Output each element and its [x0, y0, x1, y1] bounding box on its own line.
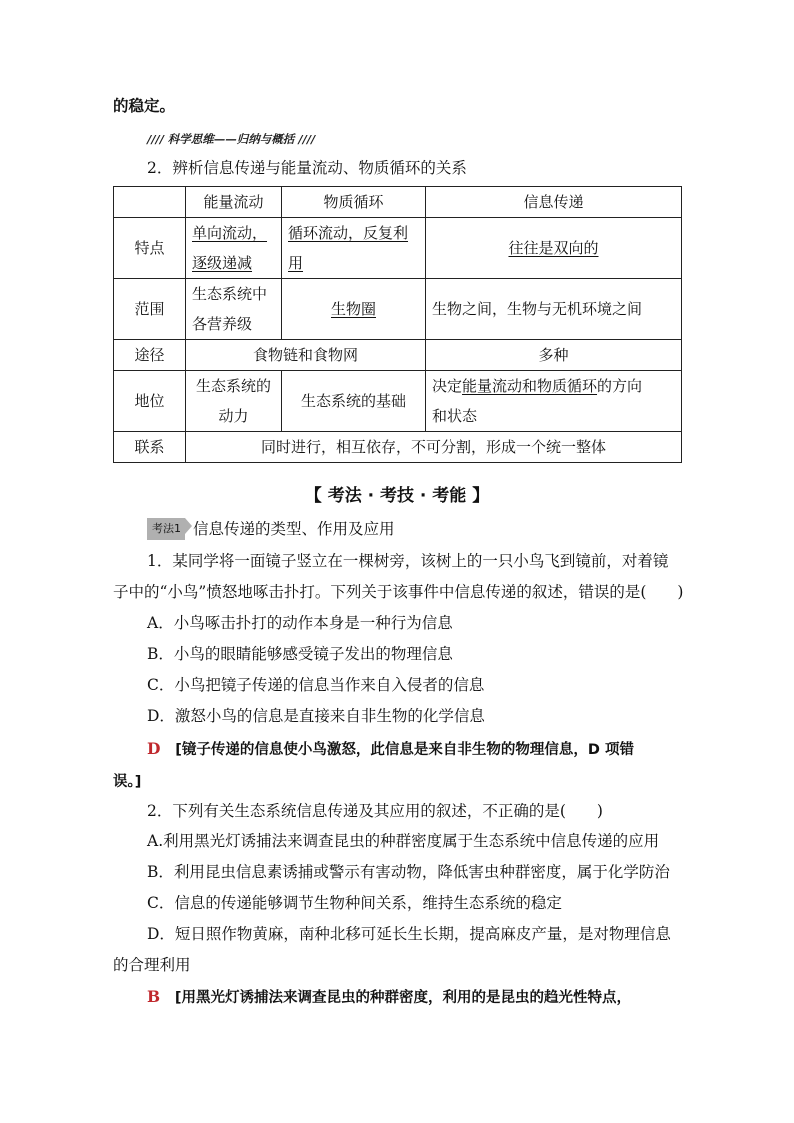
q1-stem-line2: 子中的“小鸟”愤怒地啄击扑打。下列关于该事件中信息传递的叙述，错误的是( ): [113, 583, 684, 601]
cell-energy: [186, 218, 282, 279]
table-row: [114, 279, 682, 340]
kaofa-badge: 考法1: [147, 518, 185, 540]
kaofa-title: 信息传递的类型、作用及应用: [193, 520, 395, 538]
row-label: 途径: [114, 340, 186, 371]
kaofa-line: [147, 518, 395, 540]
row-label: 地位: [114, 371, 186, 432]
cell-info: [426, 218, 682, 279]
cell-matter: 生态系统的基础: [282, 371, 426, 432]
cell-text: 决定: [432, 377, 463, 395]
q1-option-c: C．小鸟把镜子传递的信息当作来自入侵者的信息: [147, 676, 485, 694]
cell-shared: 食物链和食物网: [186, 340, 426, 371]
q1-stem-line1: 1．某同学将一面镜子竖立在一棵树旁，该树上的一只小鸟飞到镜前，对着镜: [147, 552, 669, 570]
section-tag: //// 科学思维——归纳与概括 ////: [147, 132, 316, 146]
q2-answer: B: [147, 987, 161, 1006]
q1-explanation-line2: 误。]: [113, 774, 142, 790]
cell-text: 循环流动，反复利: [288, 224, 409, 242]
row-label: 联系: [114, 432, 186, 463]
cell-text: 生态系统中: [192, 285, 268, 303]
row-label: 特点: [114, 218, 186, 279]
q1-answer-line: [147, 739, 634, 760]
cell-text: 各营养级: [192, 315, 253, 333]
header-cell-matter: 物质循环: [282, 187, 426, 218]
paragraph-tail: 的稳定。: [113, 96, 176, 115]
q2-explanation: [用黑光灯诱捕法来调查昆虫的种群密度，利用的是昆虫的趋光性特点，: [174, 990, 632, 1006]
cell-text: 的方向: [597, 377, 643, 395]
cell-matter: [282, 279, 426, 340]
header-cell-energy: 能量流动: [186, 187, 282, 218]
cell-info: 生物之间，生物与无机环境之间: [426, 279, 682, 340]
cell-text: 和状态: [432, 407, 478, 425]
cell-text: 往往是双向的: [508, 239, 599, 257]
row-label: 范围: [114, 279, 186, 340]
table-row: [114, 371, 682, 432]
cell-text: 逐级递减: [192, 254, 253, 272]
q2-option-d-cont: 的合理利用: [113, 956, 191, 974]
cell-text: 用: [288, 254, 304, 272]
table-header-row: [114, 187, 682, 218]
cell-info: 多种: [426, 340, 682, 371]
table-row: [114, 340, 682, 371]
q1-option-a: A．小鸟啄击扑打的动作本身是一种行为信息: [147, 614, 453, 632]
cell-energy: [186, 371, 282, 432]
header-cell-empty: [114, 187, 186, 218]
q1-option-b: B．小鸟的眼睛能够感受镜子发出的物理信息: [147, 645, 453, 663]
cell-text: 生态系统的: [195, 377, 271, 395]
cell-info: [426, 371, 682, 432]
relation-table: [113, 186, 682, 463]
q1-answer: D: [147, 739, 161, 758]
cell-energy: [186, 279, 282, 340]
q1-option-d: D．激怒小鸟的信息是直接来自非生物的化学信息: [147, 707, 485, 725]
q2-option-a: A.利用黑光灯诱捕法来调查昆虫的种群密度属于生态系统中信息传递的应用: [147, 832, 660, 850]
table-row: [114, 218, 682, 279]
cell-matter: [282, 218, 426, 279]
q2-stem: 2．下列有关生态系统信息传递及其应用的叙述，不正确的是( ): [147, 802, 603, 820]
header-cell-info: 信息传递: [426, 187, 682, 218]
cell-text: 单向流动，: [192, 224, 268, 242]
cell-merged: 同时进行，相互依存，不可分割，形成一个统一整体: [186, 432, 682, 463]
q2-option-d: D．短日照作物黄麻，南种北移可延长生长期，提高麻皮产量，是对物理信息: [147, 925, 671, 943]
cell-text: 生物圈: [330, 300, 376, 318]
section-title: 【 考法 · 考技 · 考能 】: [304, 486, 490, 506]
subheading: 2．辨析信息传递与能量流动、物质循环的关系: [147, 159, 467, 177]
table-row: [114, 432, 682, 463]
q1-explanation: [镜子传递的信息使小鸟激怒，此信息是来自非生物的物理信息，D 项错: [175, 742, 634, 758]
q2-option-c: C．信息的传递能够调节生物种间关系，维持生态系统的稳定: [147, 894, 562, 912]
q2-answer-line: [147, 987, 631, 1008]
cell-text-underlined: 能量流动和物质循环: [462, 377, 598, 395]
q2-option-b: B．利用昆虫信息素诱捕或警示有害动物，降低害虫种群密度，属于化学防治: [147, 863, 670, 881]
cell-text: 动力: [218, 407, 249, 425]
